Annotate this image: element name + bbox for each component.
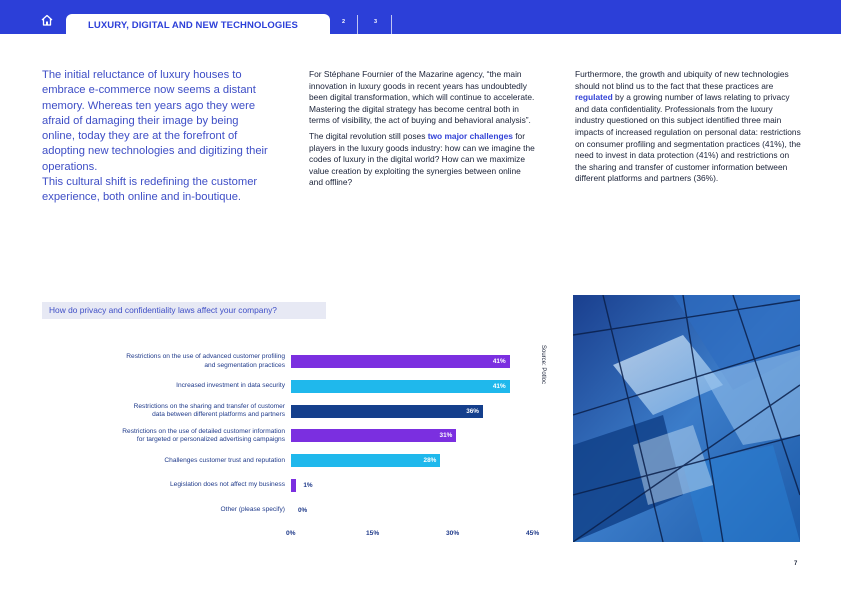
bar-value-label: 36% [466, 407, 479, 415]
category-label-line: Other (please specify) [220, 506, 285, 514]
category-label-line: Restrictions on the use of advanced customer profiling [126, 353, 285, 361]
category-label-line: Legislation does not affect my business [170, 481, 285, 489]
bar-value-label: 31% [439, 432, 453, 440]
x-tick-label: 0% [286, 530, 296, 537]
text-run: by a growing number of laws relating to privacy and data confidentiality. Professionals from the luxury industry questioned on this subject identified three main impacts of increased regulation on personal data: restrictions on consumer profiling and segmentation practices (41%), the need to invest in data protection (41%) and restrictions on the sharing and transfer of customer information between different platforms and partners (36%). [575, 92, 801, 184]
page-number: 7 [794, 561, 798, 567]
section-title: LUXURY, DIGITAL AND NEW TECHNOLOGIES [88, 20, 298, 31]
middle-column [309, 69, 537, 193]
highlight-two-major-challenges: two major challenges [427, 130, 513, 141]
category-label [55, 457, 285, 465]
category-label [55, 481, 285, 489]
category-label-line: data between different platforms and partners [152, 411, 285, 419]
right-column [575, 69, 801, 189]
intro-text [42, 68, 270, 206]
bar-value-label: 41% [492, 358, 506, 365]
category-label [55, 382, 285, 390]
category-label [55, 353, 285, 369]
bar-value-label: 41% [492, 382, 506, 390]
bar-value-label: 28% [423, 457, 437, 465]
text-run: for players in the luxury goods industry: how can we imagine the codes of luxury in the digital world? How can we maximize value creation by exploiting the synergies between online and offline? [309, 130, 535, 188]
glass-building-photo [573, 295, 800, 542]
bar-value-label: 1% [303, 482, 313, 489]
x-tick-label: 15% [366, 530, 380, 537]
quote-paragraph: For Stéphane Fournier of the Mazarine agency, “the main innovation in luxury goods in recent years has undoubtedly been digital transformation, which will continue to accelerate. Mastering the digital strategy has become central both in terms of visibility, the act of buying and behavioral analysis”. [309, 69, 535, 126]
category-label-line: Restrictions on the sharing and transfer of customer [133, 402, 285, 410]
category-label-line: Challenges customer trust and reputation [164, 456, 285, 464]
category-label-line: Restrictions on the use of detailed customer information [122, 427, 285, 435]
highlight-regulated: regulated [575, 92, 613, 103]
page-tab-2[interactable]: 2 [342, 19, 346, 25]
chart-title: How do privacy and confidentiality laws affect your company? [42, 302, 326, 319]
page-tab-3[interactable]: 3 [374, 19, 378, 25]
category-label [55, 403, 285, 419]
category-label-line: Increased investment in data security [176, 382, 285, 390]
x-tick-label: 30% [446, 530, 460, 537]
challenges-paragraph [309, 131, 537, 189]
category-label-line: and segmentation practices [204, 361, 285, 369]
tab-divider [391, 15, 392, 35]
bar-value-label: 0% [298, 506, 308, 514]
text-run: Furthermore, the growth and ubiquity of new technologies should not blind us to the fact that these practices are [575, 69, 789, 91]
chart-source: Source: Potloc [540, 345, 546, 385]
category-label [55, 428, 285, 444]
intro-paragraph: The initial reluctance of luxury houses to embrace e-commerce now seems a distant memory. Whereas ten years ago they were afraid of damaging their image by being online, today they are at the forefront of adopting new technologies and digitizing their operations. [42, 69, 268, 173]
home-icon[interactable] [40, 13, 54, 27]
bar [291, 479, 296, 492]
regulation-paragraph [575, 69, 801, 185]
text-run: The digital revolution still poses [309, 130, 428, 141]
tab-divider [357, 15, 358, 35]
intro-paragraph: This cultural shift is redefining the customer experience, both online and in-boutique. [42, 176, 258, 204]
category-label [55, 506, 285, 514]
category-label-line: for targeted or personalized advertising campaigns [136, 435, 285, 443]
x-tick-label: 45% [526, 530, 540, 537]
